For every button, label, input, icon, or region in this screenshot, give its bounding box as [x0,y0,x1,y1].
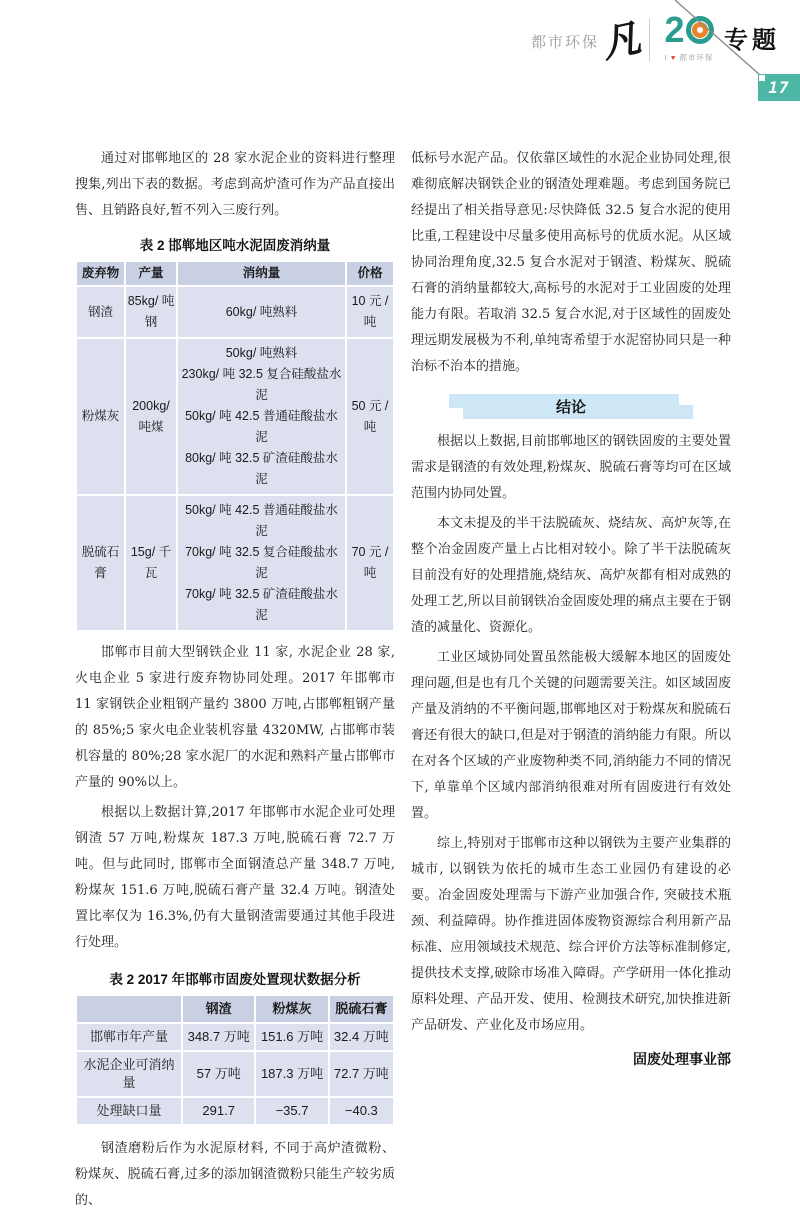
value-cell: 57 万吨 [183,1052,254,1096]
table-row [77,1098,393,1124]
waste-consumption-table [75,260,395,632]
row-label: 邯郸市年产量 [77,1024,181,1050]
price-cell: 70 元 / 吨 [347,496,393,630]
page-number-badge [758,74,800,101]
table-row [77,287,393,337]
value-cell: 291.7 [183,1098,254,1124]
value-cell: 72.7 万吨 [330,1052,393,1096]
column-header: 粉煤灰 [256,996,327,1022]
column-header: 脱硫石膏 [330,996,393,1022]
column-header: 产量 [126,262,176,285]
department-signature: 固废处理事业部 [633,1051,731,1067]
value-cell: −35.7 [256,1098,327,1124]
table-row [77,1052,393,1096]
output-cell: 15g/ 千瓦 [126,496,176,630]
consumption-line: 50kg/ 吨熟料 [225,346,298,360]
table-row [77,496,393,630]
paragraph: 低标号水泥产品。仅依靠区域性的水泥企业协同处理,很难彻底解决钢铁企业的钢渣处理难题。考虑到国务院已经提出了相关指导意见:尽快降低 32.5 复合水泥的使用比重,工程建设中尽量多使用高标号的优质水泥。从区域协同治理角度,32.5 复合水泥对于钢渣、粉煤灰、脱硫石膏的消纳量都较大,高标号的水泥对于工业固废的处理能力有限。若取消 32.5 复合水泥,对于区域性的固废处理远期发展极为不利,单纯寄希望于水泥窑协同只是一种治标不治本的措施。 [411,151,731,374]
right-column [411,146,731,1214]
value-cell: −40.3 [330,1098,393,1124]
waste-cell: 脱硫石膏 [77,496,124,630]
table-row [77,339,393,494]
table-row [77,1024,393,1050]
value-cell: 187.3 万吨 [256,1052,327,1096]
value-cell: 348.7 万吨 [183,1024,254,1050]
paragraph: 综上,特别对于邯郸市这种以钢铁为主要产业集群的城市, 以钢铁为依托的城市生态工业园仍有建设的必要。冶金固废处理需与下游产业加强合作, 突破技术瓶颈、利益障碍。协作推进固体废物资源综合利用新产品标准、应用领域技术规范、综合评价方法等标准制修定,提供技术支撑,破除市场准入障碍。产学研用一体化推动原料处理、产品开发、使用、检测技术研究,加快推进新产品研发、产业化及市场应用。 [411,836,731,1033]
column-header: 废弃物 [77,262,124,285]
consumption-cell [178,339,345,494]
column-header: 价格 [347,262,393,285]
paragraph: 通过对邯郸地区的 28 家水泥企业的资料进行整理搜集,列出下表的数据。考虑到高炉渣可作为产品直接出售、且销路良好,暂不列入三废行列。 [75,151,395,218]
diagonal-rule [0,0,800,110]
waste-cell: 粉煤灰 [77,339,124,494]
consumption-line: 50kg/ 吨 42.5 普通硅酸盐水泥 [185,503,338,538]
row-label: 水泥企业可消纳量 [77,1052,181,1096]
consumption-line: 70kg/ 吨 32.5 矿渣硅酸盐水泥 [185,587,338,622]
paragraph: 根据以上数据计算,2017 年邯郸市水泥企业可处理钢渣 57 万吨,粉煤灰 187.3 万吨,脱硫石膏 72.7 万吨。但与此同时, 邯郸市全面钢渣总产量 348.7 万吨, 粉煤灰 151.6 万吨,脱硫石膏产量 32.4 万吨。钢渣处置比率仅为 16.3%,仍有大量钢渣需要通过其他手段进行处理。 [75,805,395,950]
consumption-line: 230kg/ 吨 32.5 复合硅酸盐水泥 [181,367,342,402]
paragraph: 根据以上数据,目前邯郸地区的钢铁固废的主要处置需求是钢渣的有效处理,粉煤灰、脱硫石膏等均可在区域范围内协同处置。 [411,434,731,501]
table2-caption: 表 2 2017 年邯郸市固废处置现状数据分析 [109,972,361,987]
anniversary-digit: 2 [664,9,685,50]
column-header [77,996,181,1022]
paragraph: 本文未提及的半干法脱硫灰、烧结灰、高炉灰等,在整个冶金固废产量上占比相对较小。除了半干法脱硫灰目前没有好的处理措施,烧结灰、高炉灰都有相对成熟的处理工艺,所以目前钢铁冶金固废处理的痛点主要在于钢渣的减量化、资源化。 [411,516,731,635]
page-header [0,0,800,110]
heart-icon: ♥ [670,53,677,62]
output-cell: 85kg/ 吨钢 [126,287,176,337]
anniversary-caption-text: 都市环保 [679,53,714,62]
column-header: 钢渣 [183,996,254,1022]
conclusion-heading: 结论 [449,394,693,419]
value-cell: 151.6 万吨 [256,1024,327,1050]
consumption-line: 50kg/ 吨 42.5 普通硅酸盐水泥 [185,409,338,444]
consumption-line: 70kg/ 吨 32.5 复合硅酸盐水泥 [185,545,338,580]
consumption-line: 80kg/ 吨 32.5 矿渣硅酸盐水泥 [185,451,338,486]
consumption-cell [178,287,345,337]
price-cell: 10 元 / 吨 [347,287,393,337]
consumption-cell [178,496,345,630]
row-label: 处理缺口量 [77,1098,181,1124]
left-column [75,146,395,1214]
paragraph: 工业区域协同处置虽然能极大缓解本地区的固废处理问题,但是也有几个关键的问题需要关注。如区域固废产量及消纳的不平衡问题,邯郸地区对于粉煤灰和脱硫石膏还有很大的缺口,但是对于钢渣的消纳能力有限。所以在对各个区域的产业废物种类不同,消纳能力不同的情况下, 单靠单个区域内部消纳很难对所有固废进行有效处置。 [411,650,731,821]
article-body [75,146,731,1214]
value-cell: 32.4 万吨 [330,1024,393,1050]
paragraph: 钢渣磨粉后作为水泥原材料, 不同于高炉渣微粉、粉煤灰、脱硫石膏,过多的添加钢渣微粉只能生产较劣质的、 [75,1141,395,1208]
table1-caption: 表 2 邯郸地区吨水泥固废消纳量 [139,238,331,253]
brand-calligraphy-icon: 凡 [597,14,645,67]
page-number: 17 [768,78,790,97]
price-cell: 50 元 / 吨 [347,339,393,494]
column-header: 消纳量 [178,262,345,285]
table-header-row [77,262,393,285]
brand-text: 都市环保 [531,33,600,51]
paragraph: 邯郸市目前大型钢铁企业 11 家, 水泥企业 28 家,火电企业 5 家进行废弃物协同处理。2017 年邯郸市 11 家钢铁企业粗钢产量约 3800 万吨,占邯郸粗钢产量的 85%;5 家火电企业装机容量 4320MW, 占邯郸市装机容量的 80%;28 家水泥厂的水泥和熟料产量占邯郸市产量的 90%以上。 [75,645,395,790]
consumption-line: 60kg/ 吨熟料 [225,304,298,319]
section-label: 专题 [724,27,780,54]
output-cell: 200kg/ 吨煤 [126,339,176,494]
waste-cell: 钢渣 [77,287,124,337]
disposal-status-table [75,994,395,1126]
anniversary-caption-prefix: I [664,53,668,62]
table-header-row [77,996,393,1022]
